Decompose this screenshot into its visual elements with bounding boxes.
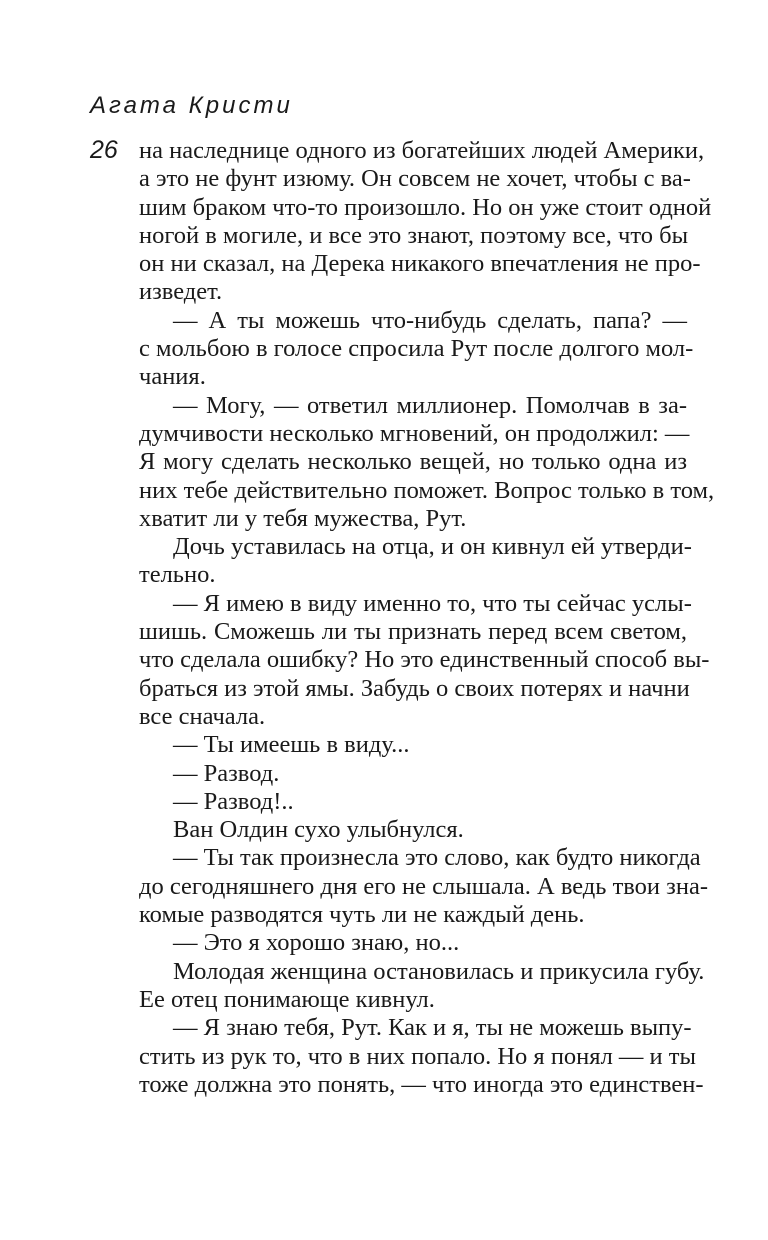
text-line: с мольбою в голосе спросила Рут после долгого мол- (139, 335, 694, 363)
text-line: — Могу, — ответил миллионер. Помолчав в за- (173, 391, 687, 419)
text-line: — Это я хорошо знаю, но... (173, 929, 460, 957)
text-line: что сделала ошибку? Но это единственный способ вы- (139, 646, 710, 674)
text-line: тоже должна это понять, — что иногда это единствен- (139, 1070, 704, 1098)
text-line: шим браком что-то произошло. Но он уже стоит одной (139, 193, 712, 221)
body-text (139, 137, 715, 1099)
text-line: — Ты так произнесла это слово, как будто никогда (173, 844, 701, 872)
text-line: — Я знаю тебя, Рут. Как и я, ты не можешь выпу- (173, 1014, 692, 1042)
page-number: 26 (90, 136, 118, 164)
text-line: ногой в могиле, и все это знают, поэтому все, что бы (139, 221, 689, 249)
text-line: Ван Олдин сухо улыбнулся. (173, 816, 464, 844)
text-line: шишь. Сможешь ли ты признать перед всем светом, (139, 618, 687, 646)
text-line: Ее отец понимающе кивнул. (139, 985, 435, 1013)
running-header: Агата Кристи (90, 92, 293, 119)
text-line: изведет. (139, 278, 223, 306)
text-line: Молодая женщина остановилась и прикусила губу. (173, 957, 705, 985)
text-line: них тебе действительно поможет. Вопрос только в том, (139, 476, 715, 504)
text-line: хватит ли у тебя мужества, Рут. (139, 504, 467, 532)
text-line: он ни сказал, на Дерека никакого впечатления не про- (139, 250, 701, 278)
text-line: чания. (139, 363, 206, 391)
text-line: Я могу сделать несколько вещей, но только одна из (139, 448, 687, 476)
text-line: все сначала. (139, 702, 266, 730)
text-line: — Я имею в виду именно то, что ты сейчас услы- (173, 589, 692, 617)
text-line: думчивости несколько мгновений, он продолжил: — (139, 419, 690, 447)
text-line: Дочь уставилась на отца, и он кивнул ей утверди- (173, 533, 692, 561)
text-line: на наследнице одного из богатейших людей Америки, (139, 137, 705, 164)
text-line: — Развод. (173, 759, 280, 787)
text-line: — А ты можешь что-нибудь сделать, папа? — (173, 306, 687, 334)
text-line: а это не фунт изюму. Он совсем не хочет, чтобы с ва- (139, 165, 691, 193)
text-line: комые разводятся чуть ли не каждый день. (139, 901, 585, 929)
text-line: браться из этой ямы. Забудь о своих потерях и начни (139, 674, 690, 702)
text-line: — Ты имеешь в виду... (173, 731, 410, 759)
text-line: до сегодняшнего дня его не слышала. А ведь твои зна- (139, 872, 708, 900)
text-line: — Развод!.. (173, 787, 294, 815)
text-line: тельно. (139, 561, 216, 589)
text-line: стить из рук то, что в них попало. Но я понял — и ты (139, 1042, 696, 1070)
